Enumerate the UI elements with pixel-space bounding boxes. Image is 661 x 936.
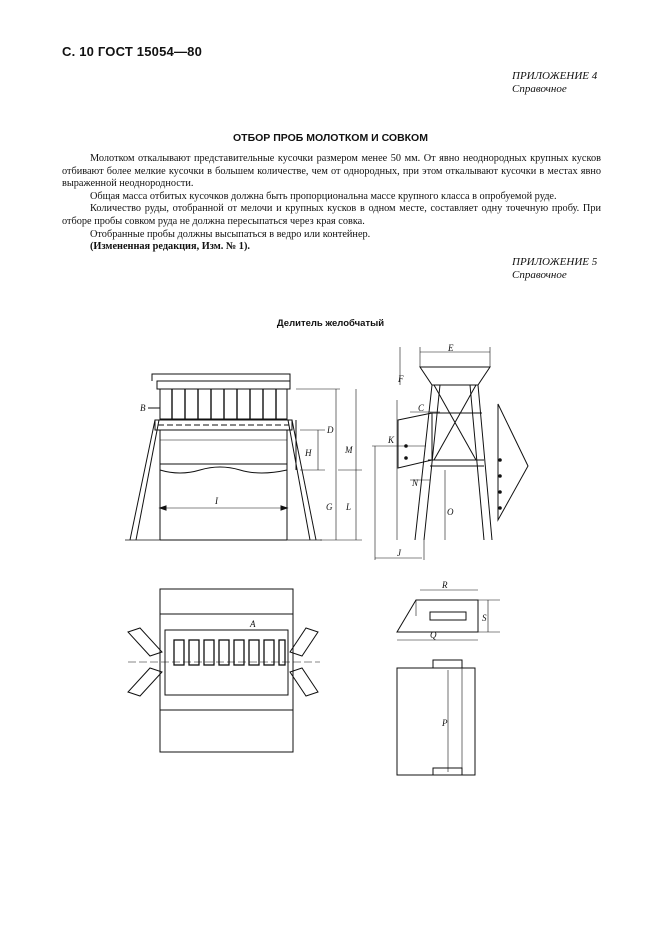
section-title: ОТБОР ПРОБ МОЛОТКОМ И СОВКОМ — [233, 132, 428, 144]
front-view — [125, 374, 362, 540]
label-g: G — [326, 502, 333, 512]
label-j: J — [397, 548, 401, 558]
appendix-4-label: ПРИЛОЖЕНИЕ 4 — [512, 70, 598, 82]
appendix-5-type: Справочное — [512, 269, 567, 281]
label-i: I — [215, 496, 218, 506]
label-d: D — [327, 425, 334, 435]
label-r: R — [442, 580, 448, 590]
plan-view — [128, 589, 320, 752]
appendix-5-label: ПРИЛОЖЕНИЕ 5 — [512, 256, 598, 268]
label-c: C — [418, 403, 425, 413]
label-e: E — [448, 343, 454, 353]
dimension-labels — [140, 343, 487, 728]
amendment-note: (Измененная редакция, Изм. № 1). — [90, 241, 250, 253]
paragraph-4: Отобранные пробы должны высыпаться в ведро или контейнер. — [90, 228, 371, 240]
label-a: A — [250, 619, 256, 629]
label-m: M — [345, 445, 353, 455]
label-o: O — [447, 507, 454, 517]
page-header: С. 10 ГОСТ 15054—80 — [62, 44, 203, 59]
paragraph-1: Молотком откалывают представительные кусочки размером менее 50 мм. От явно неоднородных крупных кусков отбивают более мелкие кусочки в большем количестве, чем от однородных, при этом откалывают кусочки в местах явно выраженной неоднородности. — [62, 153, 601, 190]
figure-title: Делитель желобчатый — [276, 318, 385, 329]
label-p: P — [442, 718, 448, 728]
label-h: H — [305, 448, 312, 458]
paragraph-3: Количество руды, отобранной от мелочи и крупных кусков в одном месте, составляет одну точечную пробу. При отборе пробы совком руда не должна пересыпаться через края совка. — [62, 203, 601, 227]
label-n: N — [412, 478, 419, 488]
label-s: S — [482, 613, 487, 623]
side-view — [372, 347, 528, 560]
label-f: F — [398, 374, 404, 384]
paragraph-2: Общая масса отбитых кусочков должна быть пропорциональна массе крупного класса в опробуемой руде. — [90, 190, 557, 202]
label-l: L — [346, 502, 352, 512]
label-b: B — [140, 403, 146, 413]
label-q: Q — [430, 630, 437, 640]
appendix-4-type: Справочное — [512, 83, 567, 95]
label-k: K — [388, 435, 395, 445]
